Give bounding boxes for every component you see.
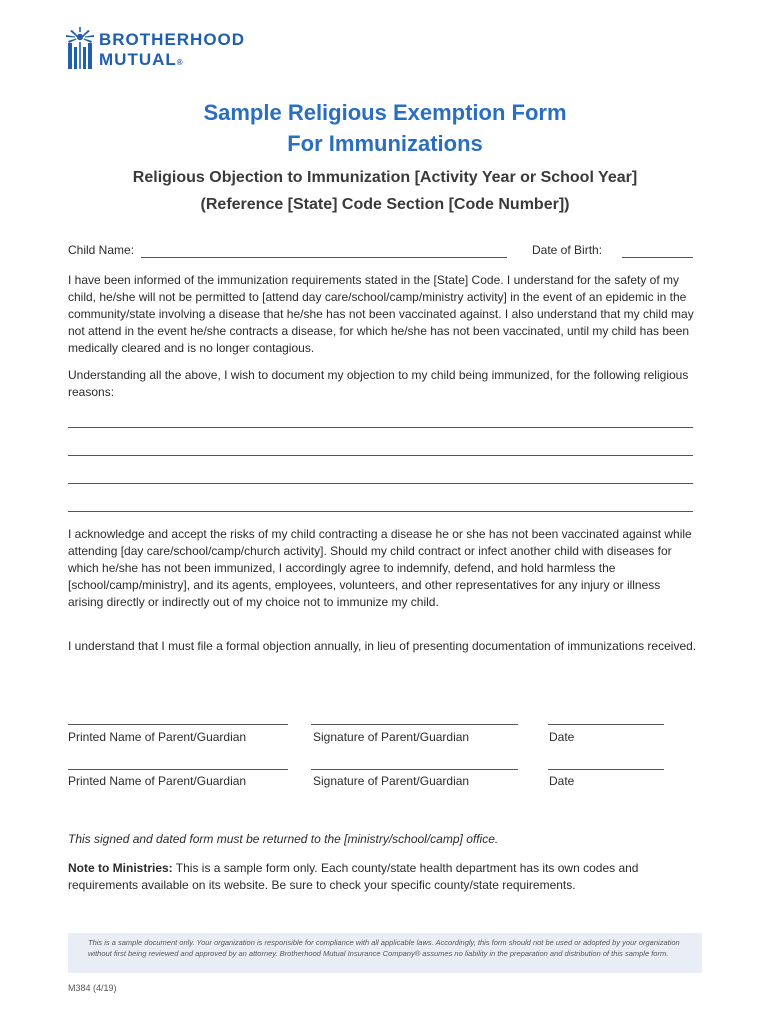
form-code: M384 (4/19)	[68, 983, 117, 993]
disclaimer-text: This is a sample document only. Your organization is responsible for compliance with all applicable laws. Accordingly, this form should not be used or adopted by your organization without first being reviewed and approved by an attorney. Brotherhood Mutual Insurance Company® assumes no liability in the preparation and distribution of this sample form.	[88, 938, 680, 958]
acknowledgement-paragraph: I acknowledge and accept the risks of my child contracting a disease he or she has not been vaccinated against while attending [day care/school/camp/church activity]. Should my child contract or infect another child with diseases for which he/she has not been immunized, I accordingly agree to indemnify, defend, and hold harmless the [school/camp/ministry], and its agents, employees, volunteers, and other representatives for any injury or illness arising directly or indirectly out of my choice not to immunize my child.	[68, 527, 692, 609]
form-title-line1: Sample Religious Exemption Form	[203, 100, 567, 125]
date-line-1[interactable]	[548, 724, 664, 725]
signature-label-2: Signature of Parent/Guardian	[313, 774, 470, 788]
child-name-field[interactable]	[141, 257, 507, 258]
logo-registered-mark: ®	[176, 58, 183, 67]
date-label-2: Date	[549, 774, 575, 788]
religious-reason-line-4[interactable]	[68, 511, 693, 512]
note-to-ministries	[68, 860, 698, 894]
form-title-line2: For Immunizations	[287, 131, 483, 156]
annual-objection-paragraph: I understand that I must file a formal objection annually, in lieu of presenting documentation of immunizations received.	[68, 639, 697, 653]
lighthouse-icon	[66, 27, 94, 71]
signature-line-2[interactable]	[311, 769, 518, 770]
printed-name-line-2[interactable]	[68, 769, 288, 770]
logo-line1: BROTHERHOOD	[99, 30, 246, 49]
date-line-2[interactable]	[548, 769, 664, 770]
printed-name-line-1[interactable]	[68, 724, 288, 725]
child-name-label: Child Name:	[68, 243, 135, 257]
disclaimer-box	[68, 933, 702, 973]
form-subtitle-line1: Religious Objection to Immunization [Activity Year or School Year]	[132, 169, 638, 186]
return-instructions: This signed and dated form must be returned to the [ministry/school/camp] office.	[68, 832, 499, 846]
religious-reason-line-3[interactable]	[68, 483, 693, 484]
note-text: This is a sample form only. Each county/state health department has its own codes and requirements available on its website. Be sure to check your specific county/state requirements.	[68, 861, 639, 892]
date-of-birth-field[interactable]	[622, 257, 693, 258]
religious-reason-line-2[interactable]	[68, 455, 693, 456]
printed-name-label-2: Printed Name of Parent/Guardian	[68, 774, 247, 788]
logo-wordmark	[99, 30, 245, 73]
printed-name-label-1: Printed Name of Parent/Guardian	[68, 730, 247, 744]
date-of-birth-label: Date of Birth:	[532, 243, 603, 257]
logo-line2: MUTUAL	[99, 50, 177, 69]
brotherhood-mutual-logo	[66, 27, 266, 73]
signature-label-1: Signature of Parent/Guardian	[313, 730, 470, 744]
form-subtitle-line2: (Reference [State] Code Section [Code Number])	[200, 196, 570, 213]
signature-line-1[interactable]	[311, 724, 518, 725]
immunization-requirements-paragraph: I have been informed of the immunization requirements stated in the [State] Code. I understand for the safety of my child, he/she will not be permitted to [attend day care/school/camp/ministry activity] in the event of an epidemic in the community/state involving a disease that he/she has not been vaccinated against. I also understand that my child may not attend in the event he/she contracts a disease, for which he/she has not been vaccinated, until my child has been medically cleared and is no longer contagious.	[68, 273, 694, 355]
note-label: Note to Ministries:	[68, 861, 173, 875]
date-label-1: Date	[549, 730, 575, 744]
religious-reasons-intro: Understanding all the above, I wish to document my objection to my child being immunized, for the following religious reasons:	[68, 368, 689, 399]
religious-reason-line-1[interactable]	[68, 427, 693, 428]
